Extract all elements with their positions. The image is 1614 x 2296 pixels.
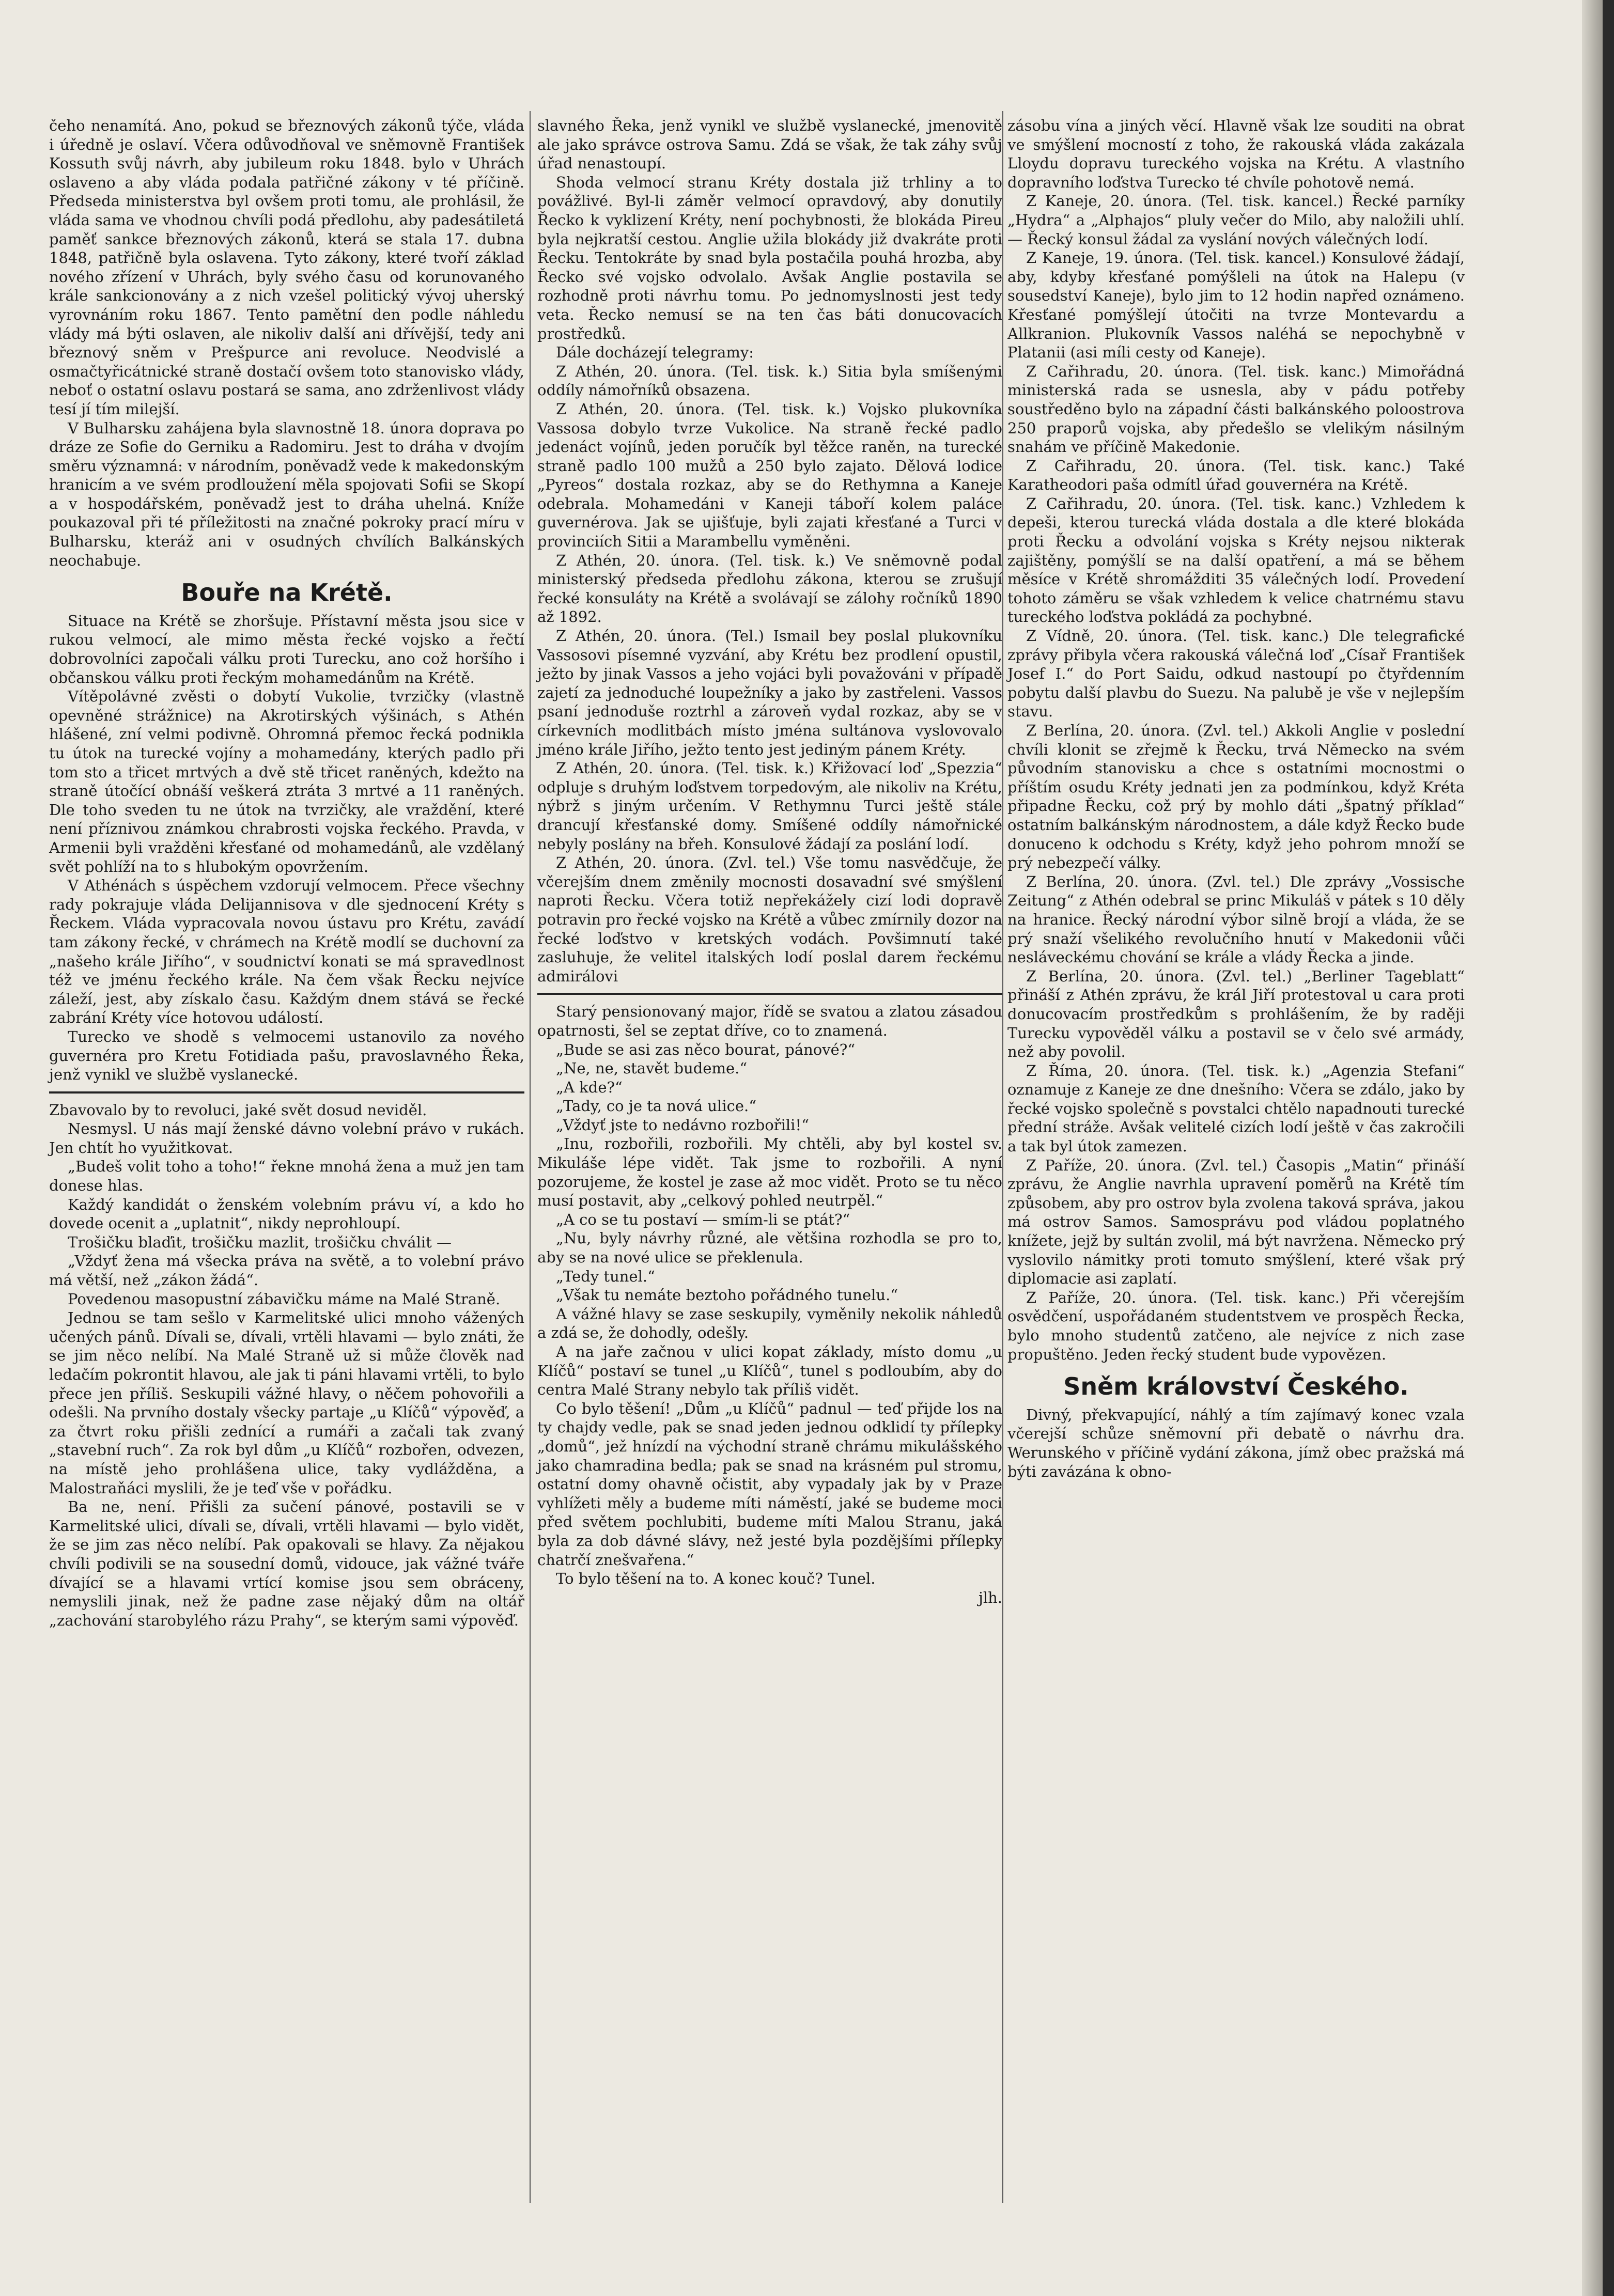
- article-paragraph: slavného Řeka, jenž vynikl ve službě vyslanecké, jmenovitě ale jako správce ostrova Samu. Zdá se však, že tak záhy svůj úřad nenastoupí.: [537, 117, 1002, 173]
- feuilleton-paragraph: Jednou se tam sešlo v Karmelitské ulici mnoho vážených učených pánů. Dívali se, dívali, vrtěli hlavami — bylo znáti, že se jim něco nelíbí. Na Malé Straně už si může člověk nad ledačím pokrontit hlavou, ale jak ti páni hlavami vrtěli, to bylo přece jen příliš. Seskupili vážné hlavy, o něčem pohovořili a odešli. Na prvního dostaly všecky partaje „u Klíčů“ výpověď, a za čtvrt roku přišli zednící a rumáři a začali tak zvaný „stavební ruch“. Za rok byl dům „u Klíčů“ rozbořen, odvezen, na místě jeho prohlášena ulice, taky vydlážděna, a Malostraňáci myslili, že je teď vše v pořádku.: [49, 1309, 524, 1497]
- article-paragraph: čeho nenamítá. Ano, pokud se březnových zákonů týče, vláda i úředně je oslaví. Včera odůvodňoval ve sněmovně František Kossuth svůj návrh, aby jubileum roku 1848. bylo v Uhrách oslaveno a aby vláda podala patřičné zákony v té příčině. Předseda ministerstva byl ovšem proti tomu, ale prohlásil, že vláda sama ve vhodnou chvíli podá předlohu, aby padesátiletá paměť sankce březnových zákonů, která se stala 17. dubna 1848, patřičně byla oslavena. Tyto zákony, které tvoří základ nového zřízení v Uhrách, byly svého času od korunovaného krále sankcionovány a z nich vzešel politický vývoj uherský vyrovnáním roku 1867. Tento pamětní den podle náhledu vlády má býti oslaven, ale nikoliv další ani dřívější, tedy ani březnový sněm v Prešpurce ani revoluce. Neodvislé a osmačtyřicátnické straně dostačí ovšem toto stanovisko vlády, neboť o ostatní oslavu postará se sama, ano zdrženlivost vlády tesí jí tím milejší.: [49, 117, 524, 418]
- author-signature: jlh.: [978, 1588, 1002, 1606]
- feuilleton-paragraph: „Ne, ne, stavět budeme.“: [556, 1059, 748, 1077]
- feuilleton-paragraph: „A co se tu postaví — smím-li se ptát?“: [556, 1210, 850, 1228]
- feuilleton-paragraph: „Však tu nemáte beztoho pořádného tunelu.“: [556, 1286, 898, 1304]
- feuilleton-paragraph: Co bylo těšení! „Dům „u Klíčů“ padnul — teď přijde los na ty chajdy vedle, pak se snad jeden jednou odklidí ty přílepky „domů“, jež hnízdí na východní straně chrámu mikulášského jako chamradina bedla; pak se snad na krásném pul stromu, ostatní domy ohavně očistit, aby vypadaly jak by v Praze vyhlížeti měly a budeme míti náměstí, jaké se budeme moci před světem pochlubiti, budeme míti Malou Stranu, jaká byla za dob dávné slávy, než jesté byla pozdějšími přílepky chatrčí znešvařena.“: [537, 1399, 1002, 1569]
- article-paragraph: V Bulharsku zahájena byla slavnostně 18. února doprava po dráze ze Sofie do Gerniku a Radomiru. Jest to dráha v dvojím směru významná: v národním, poněvadž vede k makedonským hranicím a ve svém prodloužení měla spojovati Sofii se Skopí a v hospodářském, poněvadž jest to dráha uhelná. Kníže poukazoval při té příležitosti na značné pokroky prací míru v Bulharsku, kteráž ani v osudných chvílích Balkánských neochabuje.: [49, 419, 524, 569]
- article-paragraph: V Athénách s úspěchem vzdorují velmocem. Přece všechny rady pokrajuje vláda Delijannisova v dle sjednocení Kréty s Řeckem. Vláda vypracovala novou ústavu pro Krétu, zavádí tam zákony řecké, v chrámech na Krétě modlí se duchovní za „našeho krále Jiřího“, v soudnictví konati se má spravedlnost též ve jménu řeckého krále. Na čem však Řecku nejvíce záleží, jest, aby získalo času. Každým dnem stává se řecké zabrání Kréty více hotovou událostí.: [49, 877, 524, 1027]
- article-paragraph: Divný, překvapující, náhlý a tím zajímavý konec vzala včerejší schůze sněmovní při debatě o návrhu dra. Werunského v příčině vydání zákona, jímž obec pražská má býti zavázána k obno-: [1007, 1405, 1465, 1480]
- article-paragraph: Situace na Krétě se zhoršuje. Přístavní města jsou sice v rukou velmocí, ale mimo města řecké vojsko a řečtí dobrovolníci započali válku proti Turecku, ano což horšího i občanskou válku proti řeckým mohamedánům na Krétě.: [49, 612, 524, 686]
- telegram-paragraph: Z Paříže, 20. února. (Tel. tisk. kanc.) Při včerejším osvědčení, uspořádaném studentstvem ve prospěch Řecka, bylo mnoho studentů zatčeno, ale nejvíce z nich zase propuštěno. Jeden řecký student bude vypovězen.: [1007, 1288, 1465, 1363]
- column-1: [49, 116, 524, 1630]
- feuilleton-paragraph: Každý kandidát o ženském volebním právu ví, a kdo ho dovede ocenit a „uplatnit“, nikdy neprohloupí.: [49, 1195, 524, 1232]
- article-paragraph: Turecko ve shodě s velmocemi ustanovilo za nového guvernéra pro Kretu Fotidiada pašu, pravoslavného Řeka, jenž vynikl ve službě vyslanecké.: [49, 1027, 524, 1084]
- telegram-paragraph: Z Athén, 20. února. (Tel. tisk. k.) Křižovací loď „Spezzia“ odpluje s druhým loďstvem torpedovým, ale nikoliv na Krétu, nýbrž s jiným určením. V Rethymnu Turci ještě stále drancují křesťanské domy. Smíšené oddíly námořnické nebyly poslány na břeh. Konsulové žádají za poslání lodí.: [537, 759, 1002, 853]
- telegram-paragraph: Z Kaneje, 20. února. (Tel. tisk. kancel.) Řecké parníky „Hydra“ a „Alphajos“ pluly večer do Milo, aby naložili uhlí. — Řecký konsul žádal za vyslání nových válečných lodí.: [1007, 192, 1465, 248]
- article-headline: Sněm království Českého.: [1063, 1372, 1409, 1401]
- telegram-paragraph: Z Cařihradu, 20. února. (Tel. tisk. kanc.) Mimořádná ministerská rada se usnesla, aby v pádu potřeby soustředěno bylo na západní části balkánského poloostrova 250 praporů vojska, aby předešlo se vlelikým násilným snahám ve příčině Makedonie.: [1007, 362, 1465, 456]
- feuilleton-paragraph: „Inu, rozbořili, rozbořili. My chtěli, aby byl kostel sv. Mikuláše lépe vidět. Tak jsme to rozbořili. A nyní pozorujeme, že kostel je zase až moc vidět. Proto se tu něco musí postavit, aby „celkový pohled neutrpěl.“: [537, 1135, 1002, 1210]
- telegram-paragraph: Z Berlína, 20. února. (Zvl. tel.) Akkoli Anglie v poslední chvíli klonit se zřejmě k Řecku, trvá Německo na svém původním stanovisku a chce s ostatními mocnostmi o příštím osudu Kréty jednati jen za podmínkou, když Kréta připadne Řecku, což prý by mohlo dáti „špatný příklad“ ostatním balkánským národnostem, a dále když Řecko bude donuceno k odchodu s Kréty, když jeho pohrom množí se prý nebezpečí války.: [1007, 722, 1465, 872]
- scanner-edge: [1603, 0, 1614, 2296]
- feuilleton-paragraph: „A kde?“: [556, 1078, 623, 1096]
- feuilleton-paragraph: „Bude se asi zas něco bourat, pánové?“: [556, 1040, 856, 1058]
- feuilleton-paragraph: „Vždyť jste to nedávno rozbořili!“: [556, 1116, 809, 1134]
- page-edge-shadow: [1582, 0, 1603, 2296]
- telegram-paragraph: Z Athén, 20. února. (Tel. tisk. k.) Vojsko plukovníka Vassosa dobylo tvrze Vukolice. Na straně řecké padlo jedenáct vojínů, jeden poručík byl těžce raněn, na turecké straně padlo 100 mužů a 250 bylo zajato. Dělová lodice „Pyreos“ dostala rozkaz, aby se do Rethymna a Kaneje odebrala. Mohamedáni v Kaneji táboří kolem paláce guvernérova. Jak se ujišťuje, byli zajati křesťané a Turci v provinciích Sitii a Marambellu vyměněni.: [537, 400, 1002, 551]
- telegram-paragraph: Z Athén, 20. února. (Tel.) Ismail bey poslal plukovníku Vassosovi písemné vyzvání, aby Krétu bez prodlení opustil, ježto by jinak Vassos a jeho vojáci byli považováni v případě zajetí za jednoduché loupežníky a jako by zastřeleni. Vassos psaní jednoduše roztrhl a zároveň vydal rozkaz, aby se v církevních modlitbách místo jména sultánova vyslovovalo jméno krále Jiřího, ježto tento jest jediným pánem Kréty.: [537, 627, 1002, 758]
- feuilleton-paragraph: „Vždyť žena má všecka práva na světě, a to volební právo má větší, než „zákon žádá“.: [49, 1252, 524, 1289]
- telegram-paragraph: Z Berlína, 20. února. (Zvl. tel.) „Berliner Tageblatt“ přináší z Athén zprávu, že král Jiří protestoval u cara proti donucovacím prostředkům s prohlášením, že by raději Turecku vypověděl válku a postavil se v čelo své armády, než aby povolil.: [1007, 967, 1465, 1061]
- column-3: [1007, 116, 1465, 1481]
- telegram-paragraph: Z Athén, 20. února. (Zvl. tel.) Vše tomu nasvědčuje, že včerejším dnem změnily mocnosti dosavadní své smýšlení naproti Řecku. Včera totiž nepřekážely cizí lodi dopravě potravin pro řecké vojsko na Krétě a vůbec zmírnily dozor na řecké loďstvo v kretských vodách. Povšimnutí také zasluhuje, že velitel italských lodí poslal darem řeckému admirálovi: [537, 854, 1002, 985]
- telegram-paragraph: Z Athén, 20. února. (Tel. tisk. k.) Sitia byla smíšenými oddíly námořníků obsazena.: [537, 362, 1002, 399]
- telegram-paragraph: zásobu vína a jiných věcí. Hlavně však lze souditi na obrat ve smýšlení mocností z toho, že rakouská vláda zakázala Lloydu dopravu tureckého vojska na Krétu. A vlastního dopravního loďstva Turecko té chvíle pohotově nemá.: [1007, 117, 1465, 191]
- feuilleton-paragraph: A vážné hlavy se zase seskupily, vyměnily nekolik náhledů a zdá se, že dohodly, odešly.: [537, 1305, 1002, 1342]
- telegram-paragraph: Z Kaneje, 19. února. (Tel. tisk. kancel.) Konsulové žádají, aby, kdyby křesťané pomýšleli na útok na Halepu (v sousedství Kaneje), bylo jim to 12 hodin napřed oznámeno. Křesťané pomýšlejí útočiti na tvrze Montevardu a Allkranion. Plukovník Vassos naléhá se nepochybně v Platanii (asi míli cesty od Kaneje).: [1007, 249, 1465, 362]
- column-2: [537, 116, 1002, 1607]
- feuilleton-paragraph: Nesmysl. U nás mají ženské dávno volební právo v rukách. Jen chtít ho využitkovat.: [49, 1120, 524, 1157]
- feuilleton-paragraph: A na jaře začnou v ulici kopat základy, místo domu „u Klíčů“ postaví se tunel „u Klíčů“, tunel s podloubím, aby do centra Malé Strany nebylo tak příliš vidět.: [537, 1343, 1002, 1399]
- feuilleton-paragraph: Ba ne, není. Přišli za sučení pánové, postavili se v Karmelitské ulici, dívali se, dívali, vrtěli hlavami — bylo vidět, že se jim zas něco nelíbí. Pak opakovali se hlavy. Za nějakou chvíli podivili se na sousední domů, vidouce, jak vážné tváře dívající se a hlavami vrtící komise jsou sem obráceny, nemyslili jinak, než že padne zase nějaký dům na oltář „zachování starobylého rázu Prahy“, se kterým sami výpověď.: [49, 1498, 524, 1629]
- feuilleton-paragraph: Starý pensionovaný major, řídě se svatou a zlatou zásadou opatrnosti, šel se zeptat dříve, co to znamená.: [537, 1003, 1002, 1039]
- telegram-paragraph: Z Cařihradu, 20. února. (Tel. tisk. kanc.) Vzhledem k depeši, kterou turecká vláda dostala a dle které blokáda proti Řecku a odvolání vojska s Kréty nejsou nikterak zajištěny, pomýšlí se na další opatření, a má se během měsíce v Krétě shromážditi 35 válečných lodí. Provedení tohoto záměru se však vzhledem k velice chatrnému stavu tureckého loďstva pokládá za pochybné.: [1007, 494, 1465, 626]
- feuilleton-paragraph: „Tedy tunel.“: [556, 1267, 655, 1285]
- feuilleton-rule: [49, 1091, 524, 1094]
- telegram-paragraph: Z Berlína, 20. února. (Zvl. tel.) Dle zprávy „Vossische Zeitung“ z Athén odebral se princ Mikuláš v pátek s 10 děly na hranice. Řecký národní výbor silně brojí a vláda, že se prý snaží všelikého revolučního hnutí v Makedonii vůči nesláveckému chování se krále a vlády Řecka a jinde.: [1007, 872, 1465, 966]
- feuilleton-paragraph: Trošičku blaďit, trošičku mazlit, trošičku chválit —: [68, 1233, 452, 1251]
- article-headline: Bouře na Krétě.: [181, 579, 393, 607]
- feuilleton-paragraph: „Nu, byly návrhy různé, ale většina rozhodla se pro to, aby se na nové ulice se překlenula.: [537, 1229, 1002, 1267]
- telegram-paragraph: Z Říma, 20. února. (Tel. tisk. k.) „Agenzia Stefani“ oznamuje z Kaneje ze dne dnešního: Včera se zdálo, jako by řecké vojsko společně s povstalci chtělo napadnouti turecké přední stráže. Avšak velitelé cizích lodí ještě v čas zakročili a tak byl útok zamezen.: [1007, 1061, 1465, 1155]
- feuilleton-paragraph: Zbavovalo by to revoluci, jaké svět dosud neviděl.: [49, 1101, 427, 1119]
- feuilleton-paragraph: „Tady, co je ta nová ulice.“: [556, 1097, 757, 1115]
- article-paragraph: Vítěpolávné zvěsti o dobytí Vukolie, tvrzičky (vlastně opevněné strážnice) na Akrotirských výšinách, s Athén hlášené, zní velmi podivně. Ohromná přemoc řecká podnikla tu útok na turecké vojíny a mohamedány, kterých padlo při tom sto a třicet mrtvých a dvě stě třicet raněných, kdežto na straně útočící obnáší veškerá ztráta 3 mrtvé a 11 raněných. Dle toho sveden tu ne útok na tvrzičky, ale vraždění, které není příznivou známkou chrabrosti vojska řeckého. Pravda, v Armenii byli vražděni křesťané od mohamedánů, ale vzdělaný svět pohlíží na to s hlubokým opovržením.: [49, 688, 524, 876]
- column-divider-1: [530, 111, 531, 2203]
- feuilleton-paragraph: „Budeš volit toho a toho!“ řekne mnohá žena a muž jen tam donese hlas.: [49, 1158, 524, 1195]
- feuilleton-paragraph: Povedenou masopustní zábavičku máme na Malé Straně.: [68, 1290, 501, 1308]
- feuilleton-paragraph: To bylo těšení na to. A konec kouč? Tunel.: [556, 1570, 876, 1588]
- feuilleton-rule: [537, 993, 1002, 995]
- column-divider-2: [1002, 111, 1003, 2203]
- telegram-paragraph: Z Paříže, 20. února. (Zvl. tel.) Časopis „Matin“ přináší zprávu, že Anglie navrhla upravení poměrů na Krétě tím způsobem, aby pro ostrov byla zvolena taková správa, jakou má ostrov Samos. Samosprávu pod vládou poplatného knížete, jejž by sultán zvolil, má být navržena. Německo prý vyslovilo námitky proti tomuto smýšlení, které však prý diplomacie asi zaplatí.: [1007, 1156, 1465, 1288]
- telegram-paragraph: Z Vídně, 20. února. (Tel. tisk. kanc.) Dle telegrafické zprávy přibyla včera rakouská válečná loď „Císař František Josef I.“ do Port Saidu, odkud nastoupí po čtyřdenním pobytu další plavbu do Suezu. Na palubě je vše v nejlepším stavu.: [1007, 627, 1465, 721]
- article-paragraph: Shoda velmocí stranu Kréty dostala již trhliny a to povážlivé. Byl-li záměr velmocí opravdový, aby donutily Řecko k vyklizení Kréty, není pochybnosti, že blokáda Pireu byla nejkratší cestou. Anglie užila blokády již dvakráte proti Řecku. Tentokráte by snad byla postačila pouhá hrozba, aby Řecko své vojsko odvolalo. Avšak Anglie postavila se rozhodně proti návrhu tomu. Po jednomyslnosti jest tedy veta. Řecko nemusí se na ten čas báti donucovacích prostředků.: [537, 173, 1002, 342]
- telegram-paragraph: Z Athén, 20. února. (Tel. tisk. k.) Ve sněmovně podal ministerský předseda předlohu zákona, kterou se zrušují řecké konsuláty na Krétě a svolávají se zálohy ročníků 1890 až 1892.: [537, 551, 1002, 626]
- telegram-paragraph: Z Cařihradu, 20. února. (Tel. tisk. kanc.) Také Karatheodori paša odmítl úřad gouvernéra na Krétě.: [1007, 457, 1465, 494]
- article-paragraph: Dále docházejí telegramy:: [556, 343, 754, 362]
